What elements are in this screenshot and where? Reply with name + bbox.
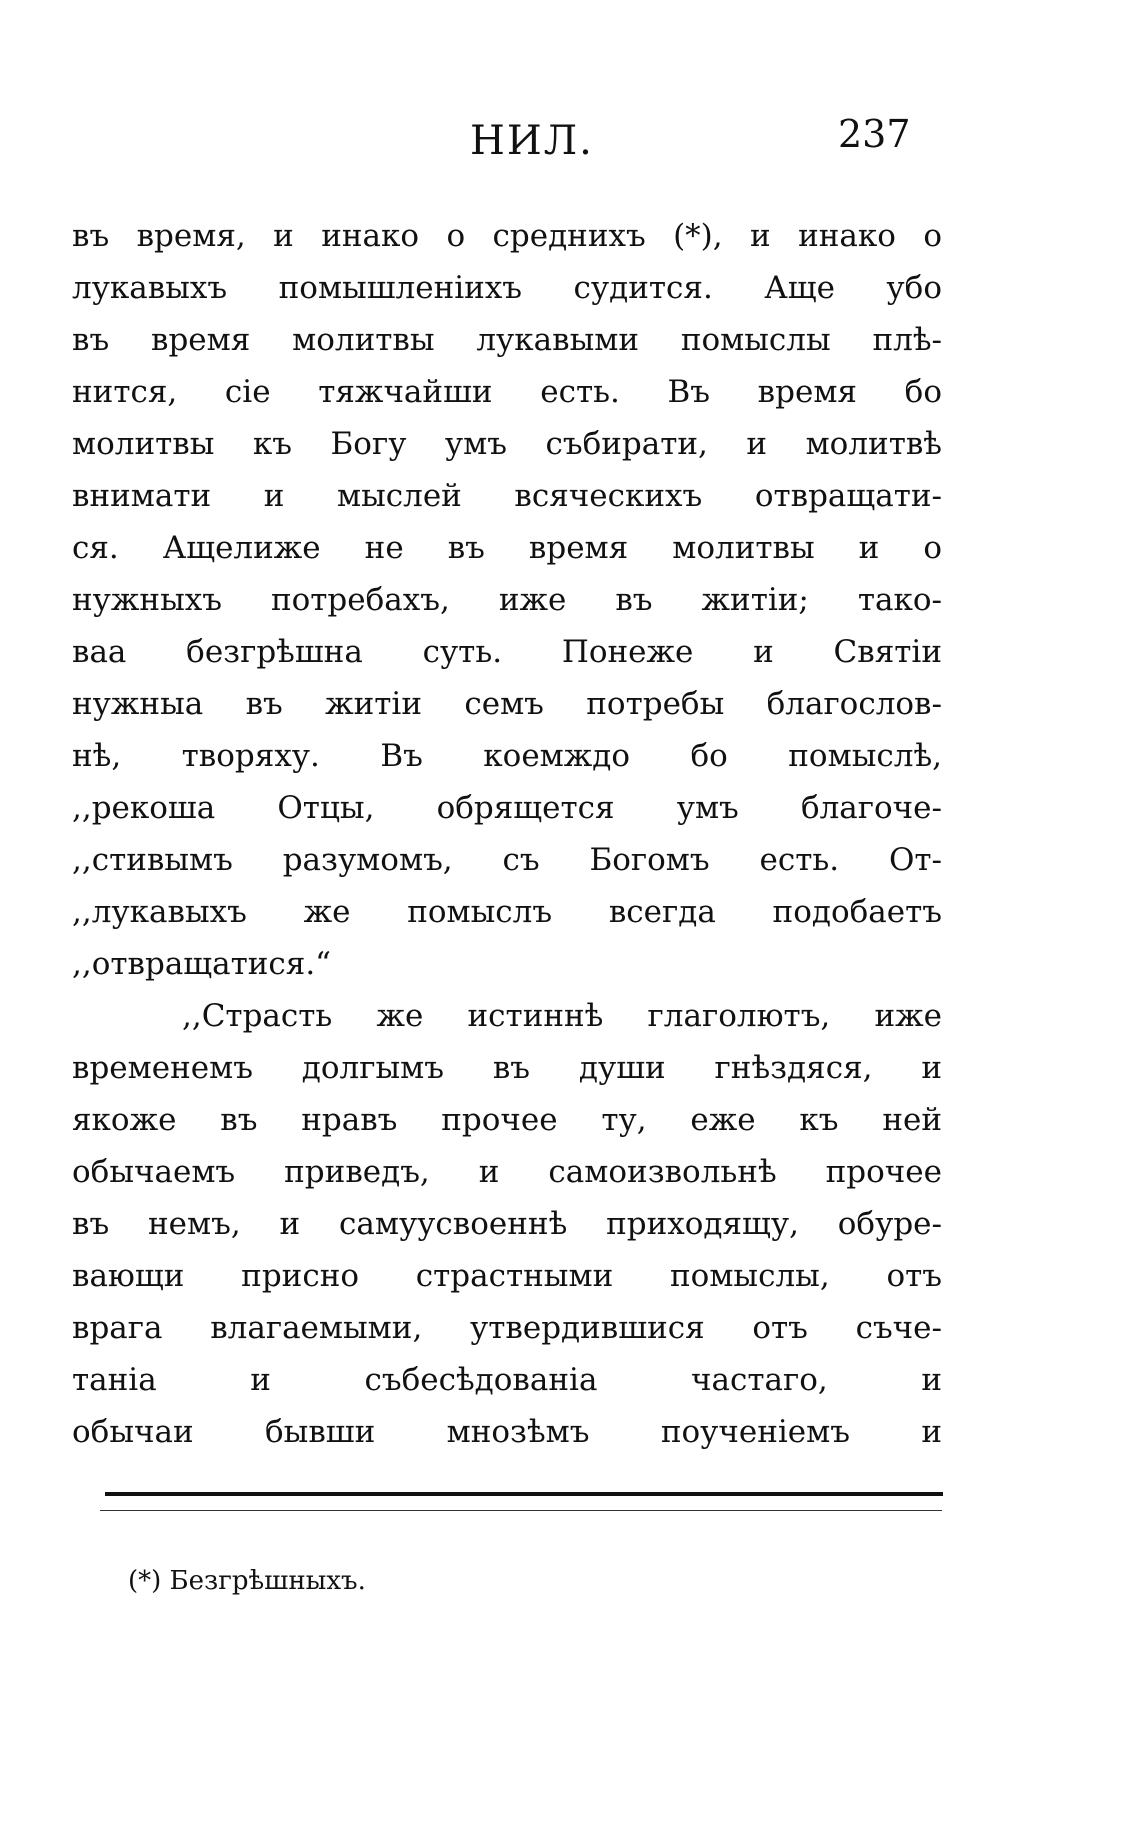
text-line: врага влагаемыми, утвердившися отъ съче- xyxy=(72,1310,942,1346)
page-number: 237 xyxy=(838,112,911,156)
text-line: ся. Ащелиже не въ время молитвы и о xyxy=(72,530,942,566)
text-line: ,,лукавыхъ же помыслъ всегда подобаетъ xyxy=(72,894,942,930)
text-line: нѣ, творяху. Въ коемждо бо помыслѣ, xyxy=(72,738,942,774)
text-line: молитвы къ Богу умъ събирати, и молитвѣ xyxy=(72,426,942,462)
text-line: въ время молитвы лукавыми помыслы плѣ- xyxy=(72,322,942,358)
text-line: ваа безгрѣшна суть. Понеже и Святiи xyxy=(72,634,942,670)
text-line: танiа и събесѣдованiа частаго, и xyxy=(72,1362,942,1398)
text-line: обычаемъ приведъ, и самоизвольнѣ прочее xyxy=(72,1154,942,1190)
text-line: въ немъ, и самуусвоеннѣ приходящу, обуре- xyxy=(72,1206,942,1242)
running-title: НИЛ. xyxy=(470,118,594,164)
text-line: ,,рекоша Отцы, обрящется умъ благоче- xyxy=(72,790,942,826)
text-line: ,,Страсть же истиннѣ глаголютъ, иже xyxy=(182,998,942,1034)
text-line: внимати и мыслей всяческихъ отвращати- xyxy=(72,478,942,514)
text-line: обычаи бывши мнозѣмъ поученiемъ и xyxy=(72,1414,942,1450)
text-line: временемъ долгымъ въ души гнѣздяся, и xyxy=(72,1050,942,1086)
text-line: вающи присно страстными помыслы, отъ xyxy=(72,1258,942,1294)
footnote: (*) Безгрѣшныхъ. xyxy=(128,1566,366,1596)
footnote-divider xyxy=(105,1492,943,1496)
footnote-divider-thin xyxy=(100,1510,942,1511)
text-line: якоже въ нравъ прочее ту, еже къ ней xyxy=(72,1102,942,1138)
text-line: нужныа въ житiи семъ потребы благослов- xyxy=(72,686,942,722)
text-line: лукавыхъ помышленiихъ судится. Аще убо xyxy=(72,270,942,306)
text-line: ,,отвращатися.“ xyxy=(72,946,332,982)
main-text xyxy=(72,210,942,1458)
text-line: ,,стивымъ разумомъ, съ Богомъ есть. От- xyxy=(72,842,942,878)
text-line: нится, сiе тяжчайши есть. Въ время бо xyxy=(72,374,942,410)
text-line: нужныхъ потребахъ, иже въ житiи; тако- xyxy=(72,582,942,618)
text-line: въ время, и инако о среднихъ (*), и инако о xyxy=(72,218,942,254)
